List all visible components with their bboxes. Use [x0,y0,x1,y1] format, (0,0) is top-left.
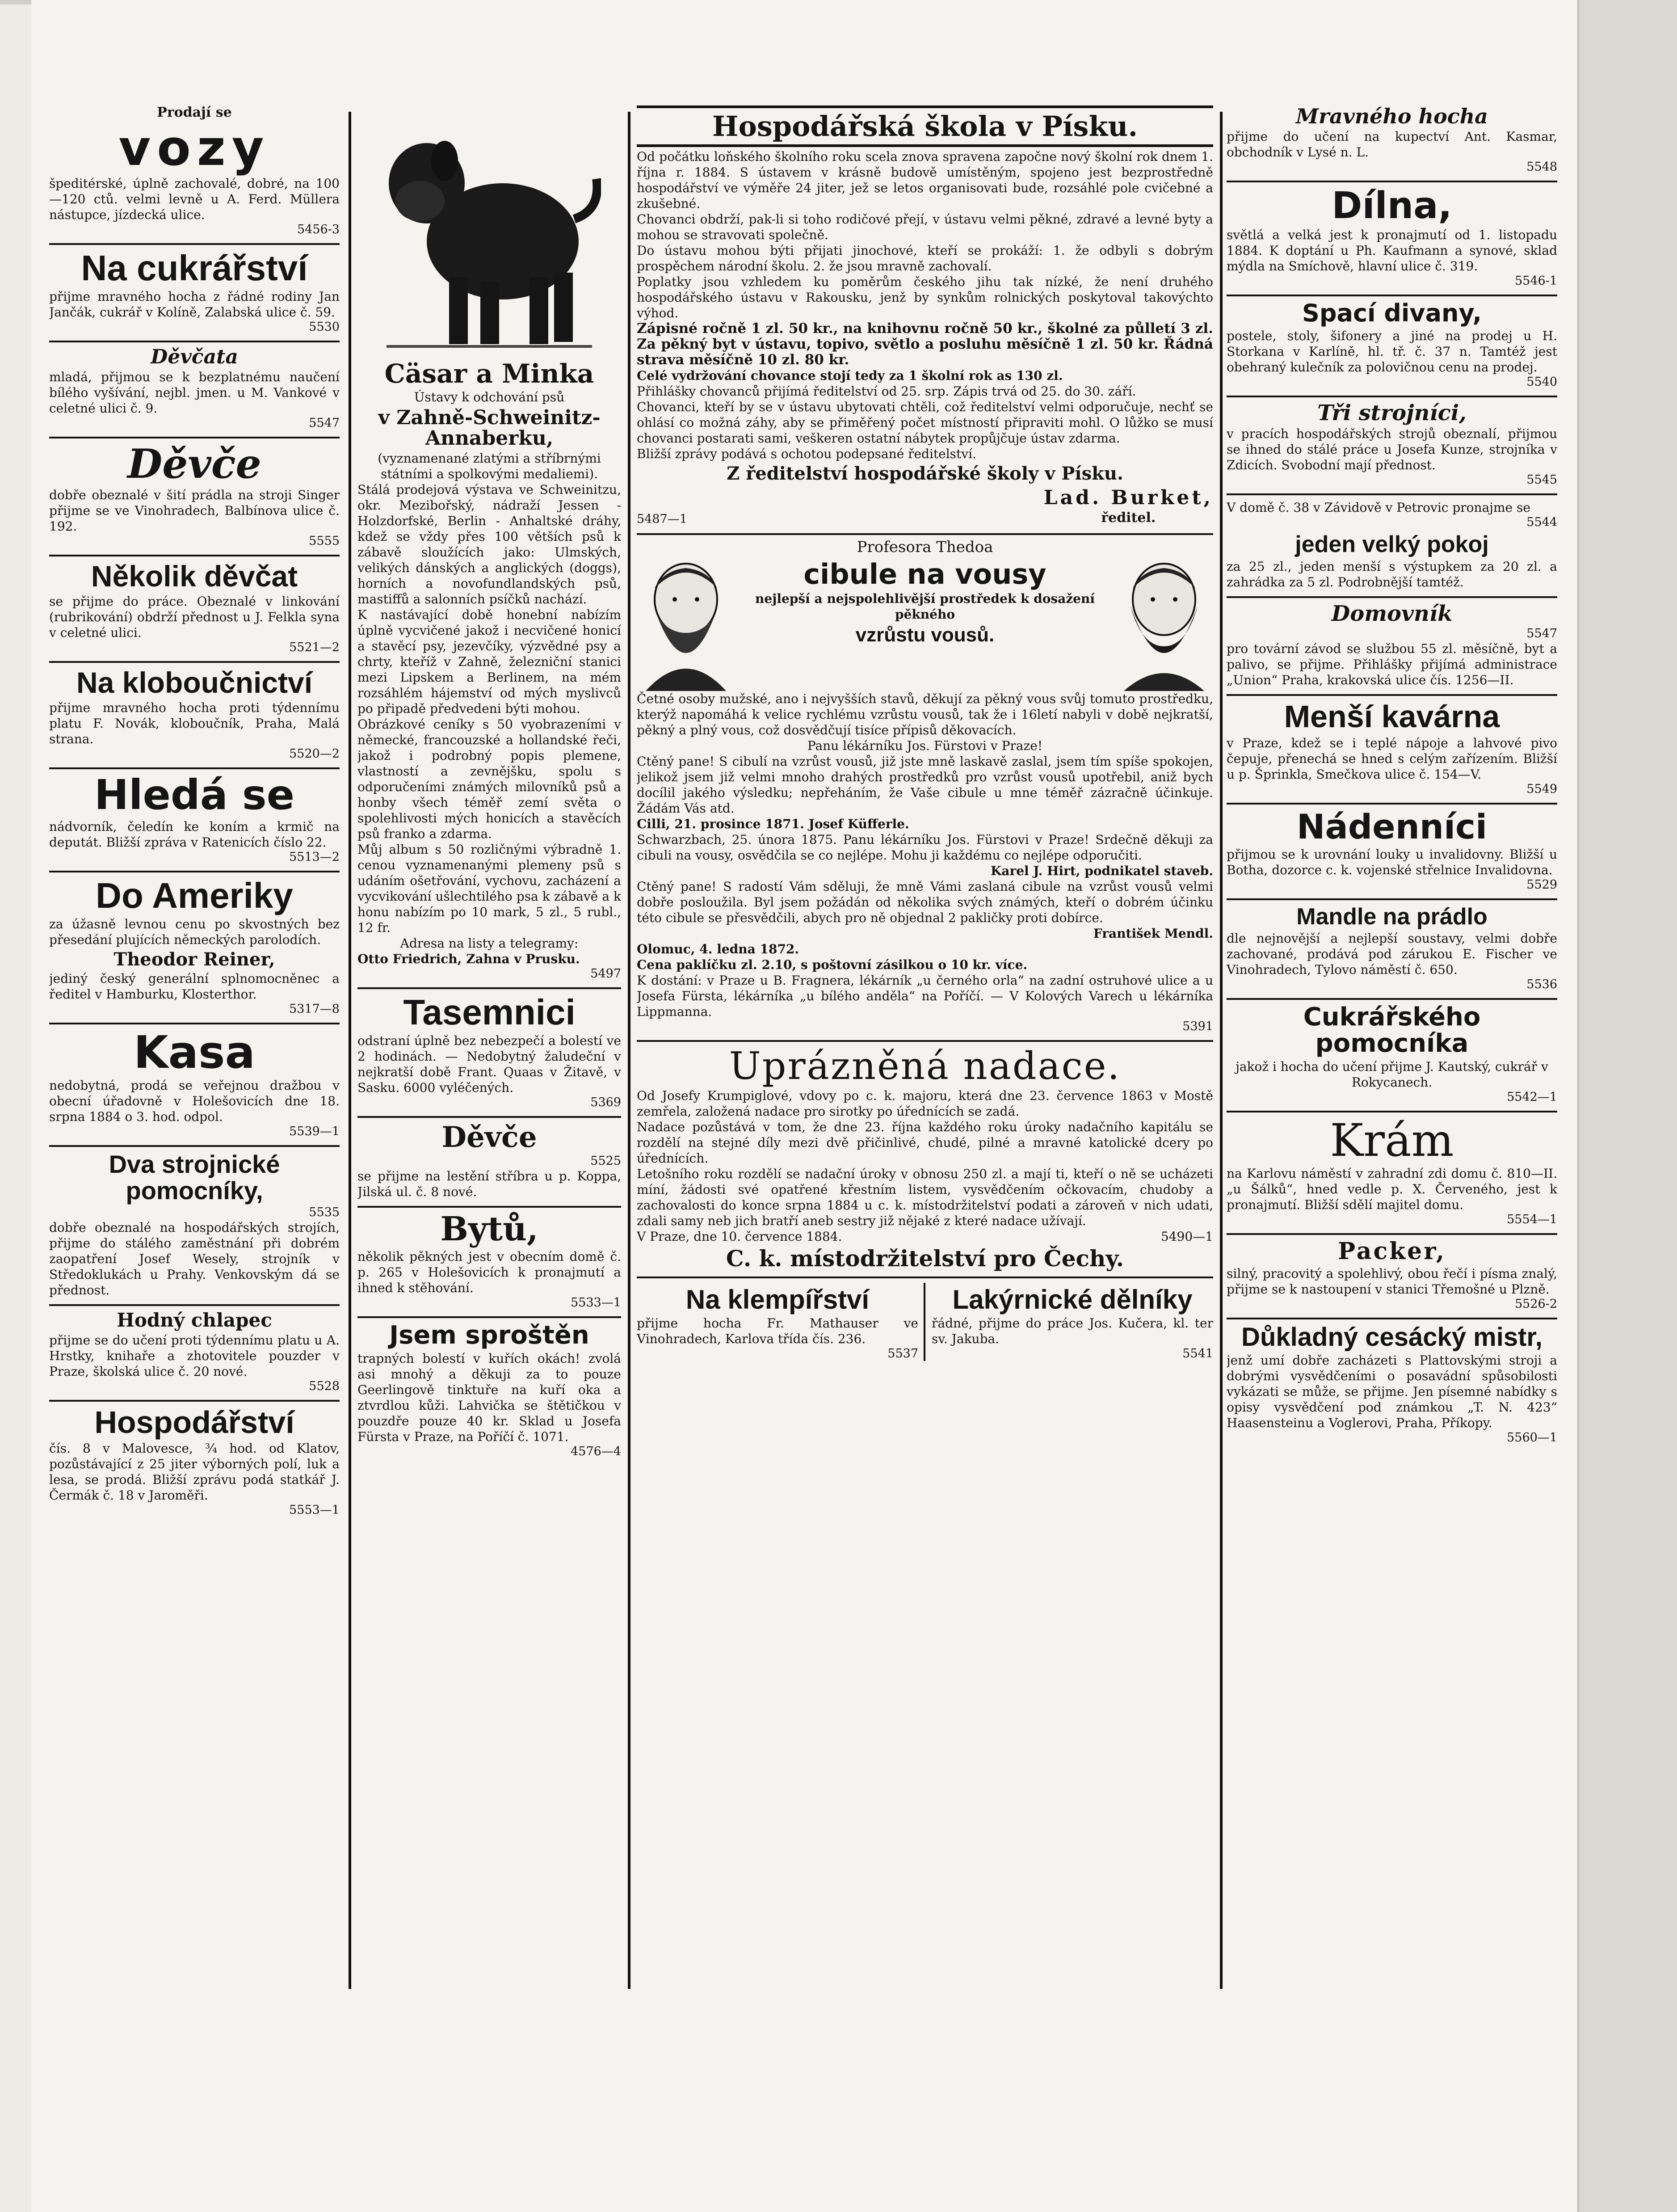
ad-kram [1227,1114,1557,1227]
dog-illustration [378,107,601,358]
ad-na-klempirstvi [637,1283,925,1361]
ad-body: Do ústavu mohou býti přijati jinochové, kteří se prokáží: 1. že odbyli s dobrým prospěchem národní školu. 2. že jsou mravně zachovalí. [637,243,1213,274]
ad-body: Panu lékárníku Jos. Fürstovi v Praze! [807,738,1043,754]
ad-number: 5553—1 [289,1503,340,1517]
ad-body: trapných bolestí v kuřích okách! zvolá asi mnohý a děkuji za to pouze Geerlingově tinktuře na kuří oka a ztvrdlou kůži. Lahvička se štětičkou v pouzdře pouze 40 kr. Sklad u Josefa Fürsta v Praze, na Poříčí č. 1071. [357,1351,621,1444]
separator [1227,898,1557,900]
ad-heading: Hodný chlapec [117,1309,272,1331]
separator [1227,1111,1557,1112]
ad-signature: Otto Friedrich, Zahna v Prusku. [357,952,580,967]
separator [1227,181,1557,182]
ad-cibule-na-vousy [637,539,1213,1034]
ad-domovnik [1227,603,1557,688]
separator [49,437,340,438]
ad-cukrarskeho-pomocnika [1227,1004,1557,1104]
ad-number: 5533—1 [571,1296,621,1310]
ad-body: jediný český generální splnomocněnec a ředitel v Hamburku, Klosterthor. [49,971,340,1002]
ad-heading: Tři strojníci, [1317,400,1467,426]
ad-number: 5513—2 [289,850,340,864]
page-edge-shadow [1577,0,1677,2212]
ad-heading: Packer, [1338,1237,1446,1265]
ad-body: světlá a velká jest k pronajmutí od 1. listopadu 1884. K doptání u Ph. Kaufmann a synové, sklad mýdla na Smíchově, hlavní ulice č. 319. [1227,228,1557,274]
ad-number: 5490—1 [1160,1229,1213,1244]
separator [49,1145,340,1147]
ad-body: Olomuc, 4. ledna 1872. [637,942,799,957]
separator [357,1116,621,1118]
ad-body: Celé vydržování chovance stojí tedy za 1 školní rok as 130 zl. [637,368,1063,383]
ad-number: 5541 [1182,1347,1213,1361]
director-role: ředitel. [1101,510,1156,526]
ad-packer [1227,1239,1557,1311]
separator [1227,596,1557,598]
ad-heading: Menší kavárna [1284,699,1500,734]
ad-number: 5536 [1526,977,1557,992]
ad-body: v pracích hospodářských strojů obeznalí, přijmou se ihned do stálé práce u Josefa Kunze, strojníka v Zdicích. Svobodní mají přednost. [1227,426,1557,473]
ad-heading: Hospodářská škola v Písku. [637,105,1213,147]
ad-uprazdnena-nadace [637,1046,1213,1270]
ad-number: 5539—1 [289,1124,340,1138]
ad-number: 4576—4 [571,1444,621,1458]
ad-body: silný, pracovitý a spolehlivý, obou řečí i písma znalý, přijme se k nastoupení v stanici Třemošné u Plzně. [1227,1266,1557,1297]
ad-body: Ctěný pane! S cibulí na vzrůst vousů, již jste mně laskavě zaslal, jsem tím spíše spokojen, jelikož jsem již velmi mnoho drahých prostředků pro vzrůst vousů upotřebil, aniž bych docílil jakého výsledku; nepřeháním, že Vaše cibule u mne téměř zázračně účinkuje. Žádám Vás atd. [637,754,1213,816]
ad-signature: C. k. místodržitelství pro Čechy. [726,1245,1124,1272]
separator [1227,1318,1557,1319]
ad-body: na Karlovu náměstí v zahradní zdi domu č. 810—II. „u Šálků“, hned vedle p. X. Červeného, jest k pronajmutí. Bližší sdělí majitel domu. [1227,1166,1557,1212]
ad-pre-heading: Profesora Thedoa [857,538,993,556]
ad-pre-heading: Prodají se [157,105,232,120]
ad-number: 5555 [309,534,340,548]
ad-number: 5528 [309,1379,340,1393]
ad-body: pro tovární závod se službou 55 zl. měsíčně, byt a palivo, se přijme. Přihlášky přijímá administrace „Union“ Praha, krakovská ulice čís. 1256—II. [1227,641,1557,688]
ad-body: Od počátku loňského školního roku scela znova spravena započne nový školní rok dnem 1. října r. 1884. S ústavem v krásně budově umístěným, spojeno jest bezprostředně hospodářství ve výměře 24 jiter, jež se letos organisovati bude, rozsáhlé pole cvičebné a zkušebné. [637,149,1213,211]
ad-heading: Dílna, [1332,185,1452,228]
separator [49,243,340,245]
ad-vozy [49,105,340,237]
ad-body: dobře obeznalé v šití prádla na stroji Singer přijme se ve Vinohradech, Balbínova ulice č. 192. [49,487,340,534]
ad-lakyrnicke-delniky [932,1283,1213,1361]
ad-body: K nastávající době honební nabízím úplně vycvičené jakož i necvičené honicí a stavěcí psy, jezevčíky, výzvědné psy a chrty, kteříž v Zahně, železniční stanici mezi Lipskem a Berlinem, na mém rozsáhlém hájemství od mých myslivců po připadě předvedeni býti mohou. [357,607,621,716]
ad-cesacky-mistr [1227,1324,1557,1445]
ad-date: V Praze, dne 10. července 1884. [637,1229,842,1244]
separator [1227,1233,1557,1235]
ad-number: 5520—2 [289,747,340,761]
ad-devce-2 [357,1122,621,1200]
ad-number: 5487—1 [637,512,687,526]
ad-heading: cibule na vousy [803,558,1047,591]
column-3 [637,103,1213,2114]
ad-body: Obrázkové ceníky s 50 vyobrazeními v německé, francouzské a hollandské řeči, jakož i podrobný popis plemene, vlastností a zevnějšku, spolu s odporučeními známých milovníků psů a honby všech téměř zemí světa o spolehlivosti mých honicích a stavěcích psů franko a zdarma. [357,717,621,842]
ad-body: řádné, přijme do práce Jos. Kučera, kl. ter sv. Jakuba. [932,1316,1213,1347]
ad-body: K dostání: v Praze u B. Fragnera, lékárník „u černého orla“ na zadní ostruhové ulice a u Josefa Fürsta, lékárníka „u bílého anděla“ na Poříčí. — V Kolových Varech u lékárníka Lippmanna. [637,973,1213,1020]
ad-heading: Mravného hocha [1296,104,1488,128]
ad-number: 5546-1 [1514,274,1557,288]
ad-body: Schwarzbach, 25. února 1875. Panu lékárníku Jos. Fürstovi v Praze! Srdečně děkuji za cibuli na vousy, osvědčila se co nejlépe. Mohu ji každému co nejlépe odporučiti. [637,832,1213,863]
ad-body: odstraní úplně bez nebezpečí a bolestí ve 2 hodinách. — Nedobytný žaludeční v nejkratší době Frant. Quaas v Žitavě, v Sasku. 6000 vyléčených. [357,1033,621,1095]
ad-subheading: vzrůstu vousů. [855,624,995,646]
ad-bytu [357,1212,621,1310]
ad-kasa [49,1026,340,1139]
ad-body: přijme mravného hocha z řádné rodiny Jan Jančák, cukrář v Kolíně, Zalabská ulice č. 59. [49,289,340,320]
ad-mensi-kavarna [1227,700,1557,796]
ad-number: 5497 [590,967,621,981]
separator [1227,694,1557,696]
ad-number: 5540 [1526,375,1557,389]
ad-body: Ctěný pane! S radostí Vám sděluji, že mně Vámi zaslaná cibule na vzrůst vousů velmi dobře posloužila. Byl jsem požádán od několika svých známých, kteří o dobrém účinku této cibule se přesvědčili, abych pro ně objednal 2 pakličky proti dobírce. [637,879,1213,926]
ad-jsem-sprosten [357,1323,621,1459]
ad-number: 5545 [1526,473,1557,487]
ad-body: mladá, přijmou se k bezplatnému naučení bílého vyšívání, nejbl. jmen. u M. Vankové v celetné ulici č. 9. [49,370,340,416]
ad-heading: Cukrářského pomocníka [1303,1003,1481,1058]
ad-awards: (vyznamenané zlatými a stříbrnými státními a spolkovými medaliemi). [378,451,601,482]
ad-body: Letošního roku rozdělí se nadační úroky v obnosu 250 zl. a mají ti, kteří o ně se ucházeti míní, žádosti své opatřené křestním listem, vysvědčením očkovacím, chudoby a zachovalosti do konce srpna 1884 u c. k. místodržitelství podati a zároveň v nich udati, zdali samy neb jich bratří aneb sestry již nějaké z které nadace užívají. [637,1166,1213,1228]
separator [1227,295,1557,296]
ad-price: Cena paklíčku zl. 2.10, s poštovní zásilkou o 10 kr. více. [637,957,1028,973]
separator [637,533,1213,535]
separator [49,341,340,342]
ad-heading: Několik děvčat [91,559,298,593]
ad-body: Četné osoby mužské, ano i nejvyšších stavů, děkují za pěkný vous svůj tomuto prostředku, kterýž napomáhá k velice rychlému vzrůstu vousů, tak že i 16letí nabyli v době nejkratší, pěkný a plný vous, což dosvědčují tisíce přípisů děkovacích. [637,691,1213,738]
ad-mandle-na-pradlo [1227,905,1557,992]
ad-signature: Cilli, 21. prosince 1871. Josef Küfferle. [637,817,909,832]
bottom-ads-row [637,1283,1213,1367]
ad-heading: Jsem sproštěn [389,1321,589,1350]
ad-body: jakož i hocha do učení přijme J. Kautský, cukrář v Rokycanech. [1236,1059,1548,1090]
separator [49,1400,340,1402]
ad-number: 5560—1 [1507,1431,1557,1445]
ad-dilna [1227,187,1557,288]
ad-body: přijme hocha Fr. Mathauser ve Vinohradech, Karlova třída čís. 236. [637,1316,918,1347]
ad-number: 5391 [1182,1020,1213,1034]
ad-heading: Hledá se [94,771,295,819]
ad-body: dobře obeznalé na hospodářských strojích, přijme do stálého zaměstnání při dobrém zaopatření Josef Wesely, strojník v Středoklukách u Prahy. Venkovským dá se přednost. [49,1220,340,1298]
ad-number: 5549 [1526,782,1557,796]
ad-heading: Krám [1330,1114,1454,1167]
ad-number: 5542—1 [1507,1090,1557,1104]
ad-heading: Hospodářství [94,1404,294,1440]
ad-number: 5525 [590,1154,621,1168]
ad-number: 5526-2 [1514,1297,1557,1311]
ad-spaci-divany [1227,301,1557,389]
ad-tri-strojnici [1227,402,1557,487]
separator [49,1023,340,1024]
ad-body: Od Josefy Krumpiglové, vdovy po c. k. majoru, která dne 23. července 1863 v Mostě zemřela, založená nadace pro sirotky po úřednících se zadá. [637,1088,1213,1119]
ad-body: přijme do učení na kupectví Ant. Kasmar, obchodník v Lysé n. L. [1227,129,1557,160]
ad-body: nádvorník, čeledín ke koním a krmič na deputát. Bližší zpráva v Ratenicích číslo 22. [49,819,340,850]
ad-mravneho-hocha [1227,105,1557,174]
ad-heading: Nádenníci [1296,806,1488,847]
ad-heading: Děvče [441,1121,537,1154]
ad-body: čís. 8 v Malovesce, ¾ hod. od Klatov, pozůstávající z 25 jiter výborných polí, luk a lesa, se prodá. Bližší zprávu podá statkář J. Čermák č. 18 v Jaroměři. [49,1441,340,1503]
ad-heading: Důkladný cesácký mistr, [1241,1322,1543,1352]
ad-body: Nadace pozůstává v tom, že dne 23. října každého roku úroky nadačního kapitálu se rozdělí na stejné díly mezi dvě přičinlivé, chudé, pilné a mravné katolické dcery po úřednících. [637,1119,1213,1166]
ad-body: Můj album s 50 rozličnými výbradně 1. cenou vyznamenanými plemeny psů s udáním ošetřování, vychovu, zacházení a vycvikování ušlechtilého psa k zábavě a k honu nabízím po 10 mark, 5 zl., 5 rubl., 12 fr. [357,842,621,935]
separator [1227,998,1557,1000]
ad-hospodarska-skola [637,105,1213,527]
separator [357,1206,621,1208]
bearded-man-portrait [1115,557,1213,691]
ad-body: přijmou se k urovnání louky u invalidovny. Bližší u Botha, dozorce c. k. vojenské střelnice Invalidovna. [1227,847,1557,877]
ad-body: nedobytná, prodá se veřejnou dražbou v obecní úřadovně v Holešovicích dne 18. srpna 1884 o 3. hod. odpol. [49,1078,340,1124]
ad-hleda-se [49,771,340,864]
ad-body: dle nejnovější a nejlepší soustavy, velmi dobře zachované, prodává pod zárukou E. Fischer ve Vinohradech, Tylovo náměstí č. 650. [1227,931,1557,977]
separator [637,1277,1213,1278]
ad-body: Chovanci, kteří by se v ústavu ubytovati chtěli, což ředitelství velmi odporučuje, nechť se ohlásí co možná záhy, aby se přiměřený počet místností připraviti mohl. O lůžko se musí chovanci postarati sami, veškeren ostatní nábytek propůjčuje ústav zdarma. [637,400,1213,446]
ad-body: Bližší zprávy podává s ochotou podepsané ředitelství. [637,447,976,462]
ad-signature: František Mendl. [1093,926,1213,941]
ad-body: v Praze, kdež se i teplé nápoje a lahvové pivo čepuje, přenechá se hned s celým zařízením. Bližší u p. Šprinkla, Smečkova ulice č. 154—V. [1227,735,1557,782]
ad-velky-pokoj [1227,500,1557,590]
ad-subheading: nejlepší a nejspolehlivější prostředek k dosažení pěkného [755,591,1095,622]
ad-body: špeditérské, úplně zachovalé, dobré, na 100—120 ctů. velmi levně u A. Ferd. Müllera nástupce, jízdecká ulice. [49,176,340,222]
ad-hospodarstvi [49,1406,340,1518]
ad-heading: Tasemnici [403,992,576,1032]
ad-heading: Na cukrářství [81,248,308,288]
ad-number: 5537 [887,1347,918,1361]
bearded-man-portrait [637,557,735,691]
ad-dog-breeding [357,360,621,981]
ad-do-ameriky [49,877,340,1016]
ad-heading: Děvčata [151,345,238,368]
ad-heading: Na kloboučnictví [76,666,313,699]
separator [1227,803,1557,805]
ad-strojnicke-pomocniky [49,1151,340,1298]
ad-heading: Cäsar a Minka [384,358,594,389]
ad-intro: Ústavy k odchování psů [414,389,565,404]
ad-heading: Do Ameriky [96,875,293,915]
ad-body: Přihlášky chovanců přijímá ředitelství od 25. srp. Zápis trvá od 25. do 30. září. [637,384,1136,399]
separator [357,1316,621,1318]
ad-body: jenž umí dobře zacházeti s Plattovskými stroji a dobrými vysvědčeními o posavádní spůsobilosti vykázati se může, se přijme. Jen písemné nabídky s opisy vysvědčení pod známkou „T. N. 423“ Haasensteinu a Voglerovi, Praha, Příkopy. [1227,1353,1557,1431]
column-1 [49,103,340,2114]
ad-heading: Lakýrnické dělníky [952,1285,1193,1315]
ad-signature: Z ředitelství hospodářské školy v Písku. [727,463,1123,485]
ad-body: přijme mravného hocha proti týdennímu platu F. Novák, kloboučník, Praha, Malá strana. [49,700,340,747]
ad-devcata [49,347,340,430]
ad-number: 5317—8 [289,1002,340,1016]
ad-body: se přijme na lestění stříbra u p. Koppa, Jilská ul. č. 8 nové. [357,1169,621,1200]
ad-number: 5456-3 [297,223,340,236]
ad-number: 5554—1 [1507,1212,1557,1226]
ad-signature: Karel J. Hirt, podnikatel staveb. [990,864,1213,879]
separator [357,987,621,989]
ad-body: několik pěkných jest v obecním domě č. p. 265 v Holešovicích k pronajmutí a ihned k stěhování. [357,1249,621,1296]
ad-cukrarstvi [49,249,340,334]
ad-body: Chovanci obdrží, pak-li si toho rodičové přejí, v ústavu velmi pěkné, zdravé a levné byty a mohou se stravovati společně. [637,212,1213,243]
separator [49,1304,340,1306]
separator [1227,493,1557,495]
ad-heading: jeden velký pokoj [1295,531,1489,558]
ad-subheading: Theodor Reiner, [113,948,275,970]
ad-heading: Na klempířství [685,1285,870,1315]
column-2 [357,103,621,2114]
ad-heading: Kasa [134,1026,255,1079]
separator [49,871,340,872]
director-name: Lad. Burket, [1043,486,1213,510]
ad-number: 5530 [309,320,340,334]
column-rule [349,112,351,1989]
ad-heading: Bytů, [440,1210,538,1249]
ad-nadennici [1227,806,1557,892]
ad-body: za 25 zl., jeden menší s výstupkem za 20 zl. a zahrádka za 5 zl. Podrobnější tamtéž. [1227,559,1557,590]
ad-body: V domě č. 38 v Závidově v Petrovic pronajme se [1227,500,1530,515]
ad-body: postele, stoly, šifonery a jiné na prodej u H. Storkana v Karlíně, hl. tř. č. 37 n. Tamtéž jest obehraný kulečník za polovičnou cenu na prodej. [1227,329,1557,375]
ad-heading: Mandle na prádlo [1296,903,1488,930]
ad-number: 5535 [309,1205,340,1220]
ad-body: se přijme do práce. Obeznalé v linkování (rubrikování) obdrží přednost u J. Felkla syna v celetné ulici. [49,594,340,640]
ad-number: 5547 [309,416,340,430]
column-4 [1227,103,1557,2114]
ad-heading: Spací divany, [1302,299,1482,328]
ad-heading: Dva strojnické pomocníky, [109,1150,280,1205]
separator [49,661,340,663]
ad-subheading: v Zahně-Schweinitz-Annaberku, [378,406,601,450]
ad-number: 5529 [1526,877,1557,892]
ad-fees: Zápisné ročně 1 zl. 50 kr., na knihovnu ročně 50 kr., školné za půlletí 3 zl. Za pěkný byt v ústavu, topivo, světlo a posluhu měsíčně 1 zl. 50 kr. Řádná strava měsíčně 10 zl. 80 kr. [637,320,1213,368]
ad-number: 5544 [1526,515,1557,530]
ad-heading: vozy [118,119,270,177]
column-rule [1220,112,1223,1989]
ad-number: 5369 [590,1095,621,1110]
ad-body: za úžasně levnou cenu po skvostných bez přesedání plujících německých parolodích. [49,916,340,947]
ad-number: 5547 [1526,627,1557,641]
separator [1227,396,1557,397]
column-rule [628,112,630,1989]
ad-devce [49,440,340,548]
ad-body: Adresa na listy a telegramy: [400,936,579,951]
ad-body: přijme se do učení proti týdennímu platu u A. Hrstky, knihaře a zhotovitele pouzder v Praze, školská ulice č. 20 nové. [49,1332,340,1379]
ad-heading: Domovník [1331,601,1453,627]
ad-heading: Uprázněná nadace. [729,1044,1121,1088]
separator [637,1040,1213,1042]
ad-number: 5521—2 [289,640,340,654]
separator [49,555,340,556]
ad-number: 5548 [1526,160,1557,174]
ad-body: Poplatky jsou vzhledem ku poměrům českého jihu tak nízké, že není druhého hospodářského ústavu v Rakousku, jenž by synkům rolnických poskytoval takovýchto výhod. [637,274,1213,321]
ad-body: Stálá prodejová výstava ve Schweinitzu, okr. Mezibořský, nádraží Jessen - Holzdorfské, Berlin - Anhaltské dráhy, kdež se vždy přes 100 větších psů k zábavě sloužících jako: Ulmských, velikých dánských a anglických (doggs), horních a novofundlandských psů, mastiffů a salonních psíčků nachází. [357,482,621,607]
ad-hodny-chlapec [49,1310,340,1393]
ad-tasemnici [357,994,621,1110]
ad-heading: Děvče [127,440,261,488]
ad-nekolik-devcat [49,561,340,655]
separator [49,767,340,769]
ad-kloboucnictvi [49,667,340,761]
